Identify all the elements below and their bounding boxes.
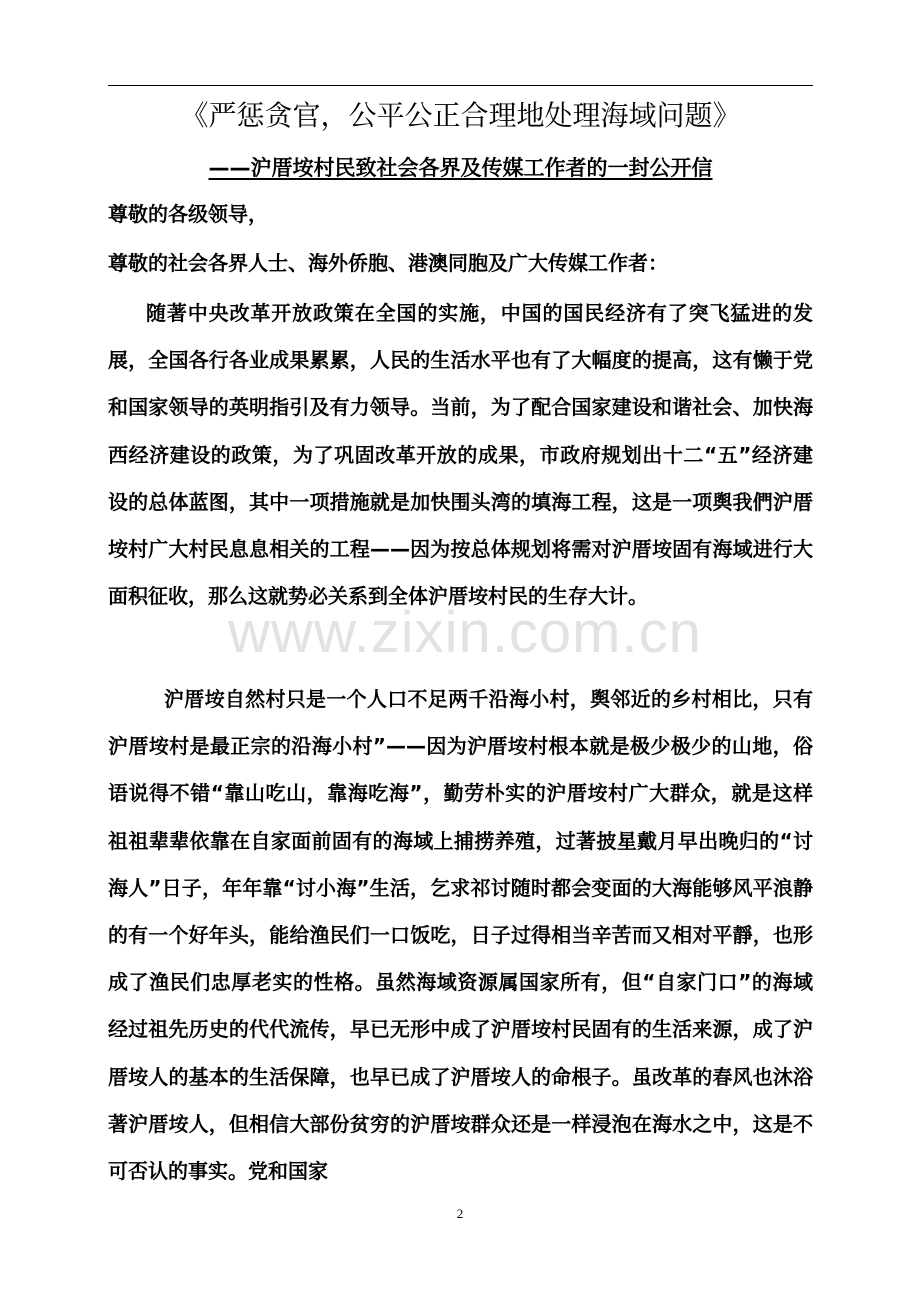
page-number: 2 (456, 1206, 464, 1221)
body-paragraph-1: 随著中央改革开放政策在全国的实施，中国的国民经济有了突飞猛进的发展，全国各行各业成果累累，人民的生活水平也有了大幅度的提高，这有懒于党和国家领导的英明指引及有力领导。当前，为了配合国家建设和谐社会、加快海西经济建设的政策，为了巩固改革开放的成果，市政府规划出十二“五”经济建设的总体蓝图，其中一项措施就是加快围头湾的填海工程，这是一项舆我們沪厝垵村广大村民息息相关的工程——因为按总体规划将需对沪厝垵固有海域进行大面积征收，那么这就势必关系到全体沪厝垵村民的生存大计。 (108, 301, 813, 609)
watermark: www.zixin.com.cn (228, 600, 702, 665)
body-paragraph-2: 沪厝垵自然村只是一个人口不足两千沿海小村，舆邻近的乡村相比，只有沪厝垵村是最正宗的沿海小村”——因为沪厝垵村根本就是极少极少的山地，俗语说得不错“靠山吃山，靠海吃海”，勤劳朴实的沪厝垵村广大群众，就是这样祖祖辈辈依靠在自家面前固有的海域上捕捞养殖，过著披星戴月早出晚归的“讨海人”日子，年年靠“讨小海”生活，乞求祁讨随时都会变面的大海能够风平浪静的有一个好年头，能给渔民们一口饭吃，日子过得相当辛苦而又相对平靜，也形成了渔民们忠厚老实的性格。虽然海域资源属国家所有，但“自家门口”的海域经过祖先历史的代代流传，早已无形中成了沪厝垵村民固有的生活来源，成了沪厝垵人的基本的生活保障，也早已成了沪厝垵人的命根子。虽改革的春风也沐浴著沪厝垵人，但相信大部份贫穷的沪厝垵群众还是一样浸泡在海水之中，这是不可否认的事实。党和国家 (108, 687, 813, 1184)
subtitle-text: ——沪厝垵村民致社会各界及传媒工作者的一封公开信 (208, 156, 713, 180)
document-subtitle (108, 150, 813, 186)
salutation-leaders: 尊敬的各级领导， (108, 202, 268, 226)
salutation-public: 尊敬的社会各界人士、海外侨胞、港澳同胞及广大传媒工作者： (108, 251, 668, 275)
header-rule (108, 85, 813, 86)
document-title: 《严惩贪官，公平公正合理地处理海域问题》 (180, 99, 741, 132)
